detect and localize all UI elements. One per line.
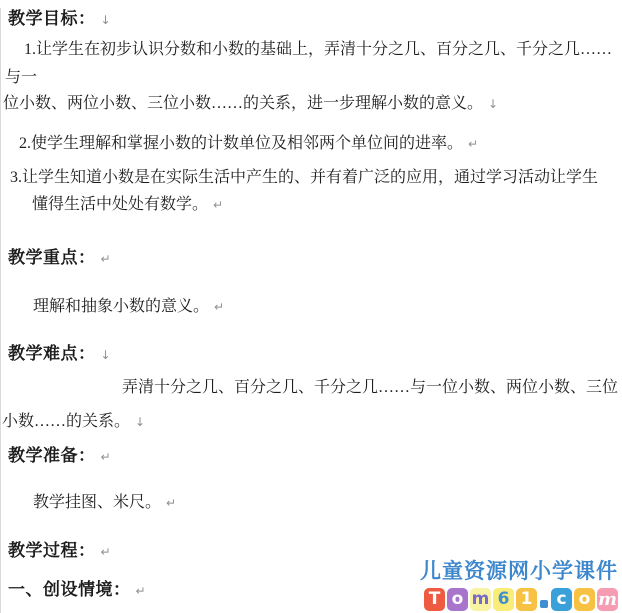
paragraph-text: 位小数、两位小数、三位小数……的关系，进一步理解小数的意义。 xyxy=(3,95,484,112)
tom61-logo xyxy=(420,588,618,611)
site-watermark xyxy=(420,555,618,611)
logo-digit-6: 6 xyxy=(493,588,514,611)
heading-text: 教学过程： xyxy=(8,541,96,560)
paragraph-text: 1.让学生在初步认识分数和小数的基础上，弄清十分之几、百分之几、千分之几…… xyxy=(24,41,613,58)
goal-item-1-line-2 xyxy=(5,67,622,89)
paragraph-text: 弄清十分之几、百分之几、千分之几……与一位小数、两位小数、三位 xyxy=(122,379,619,396)
heading-teaching-key-points xyxy=(8,247,622,270)
logo-letter-o2: o xyxy=(574,588,595,611)
logo-letter-o1: o xyxy=(447,588,468,611)
goal-item-3-line-2 xyxy=(32,194,622,216)
preparation-body xyxy=(33,492,622,514)
heading-teaching-preparation xyxy=(8,445,622,468)
difficulties-body-line-1 xyxy=(122,377,622,399)
paragraph-mark-icon: ↵ xyxy=(135,584,147,598)
paragraph-mark-icon: ↓ xyxy=(100,348,112,362)
goal-item-2 xyxy=(19,133,622,155)
paragraph-mark-icon: ↵ xyxy=(100,545,112,559)
paragraph-mark-icon: ↵ xyxy=(214,300,225,314)
logo-letter-c: c xyxy=(551,588,572,611)
heading-text: 教学重点： xyxy=(8,248,96,267)
heading-text: 教学目标： xyxy=(8,9,96,28)
paragraph-text: 与一 xyxy=(5,69,38,86)
paragraph-mark-icon: ↵ xyxy=(100,450,112,464)
logo-letter-t: T xyxy=(424,588,445,611)
heading-text: 一、创设情境： xyxy=(8,580,131,599)
paragraph-mark-icon: ↵ xyxy=(166,496,177,510)
watermark-site-name: 儿童资源网小学课件 xyxy=(420,559,618,583)
difficulties-body-line-2 xyxy=(2,411,622,433)
heading-text: 教学难点： xyxy=(8,344,96,363)
paragraph-mark-icon: ↵ xyxy=(100,252,112,266)
paragraph-text: 懂得生活中处处有数学。 xyxy=(32,196,209,213)
logo-letter-m2: m xyxy=(597,588,618,610)
goal-item-1-line-1 xyxy=(24,39,622,61)
document-body[interactable] xyxy=(0,8,622,602)
paragraph-mark-icon: ↵ xyxy=(468,137,479,151)
paragraph-mark-icon: ↓ xyxy=(100,13,112,27)
heading-text: 教学准备： xyxy=(8,446,96,465)
heading-teaching-difficulties xyxy=(8,343,622,366)
paragraph-text: 教学挂图、米尺。 xyxy=(33,494,162,511)
paragraph-mark-icon: ↓ xyxy=(135,415,146,429)
paragraph-mark-icon: ↓ xyxy=(488,97,499,111)
heading-teaching-goals xyxy=(8,8,622,31)
goal-item-1-line-3 xyxy=(3,93,622,115)
paragraph-mark-icon: ↵ xyxy=(213,198,224,212)
paragraph-text: 小数……的关系。 xyxy=(2,413,131,430)
paragraph-text: 2.使学生理解和掌握小数的计数单位及相邻两个单位间的进率。 xyxy=(19,135,464,152)
goal-item-3-line-1 xyxy=(10,167,622,189)
logo-digit-1: 1 xyxy=(516,588,537,611)
logo-dot-icon xyxy=(540,600,548,608)
logo-letter-m1: m xyxy=(471,589,490,609)
paragraph-text: 理解和抽象小数的意义。 xyxy=(33,298,210,315)
key-points-body xyxy=(33,296,622,318)
paragraph-text: 3.让学生知道小数是在实际生活中产生的、并有着广泛的应用，通过学习活动让学生 xyxy=(10,169,599,186)
